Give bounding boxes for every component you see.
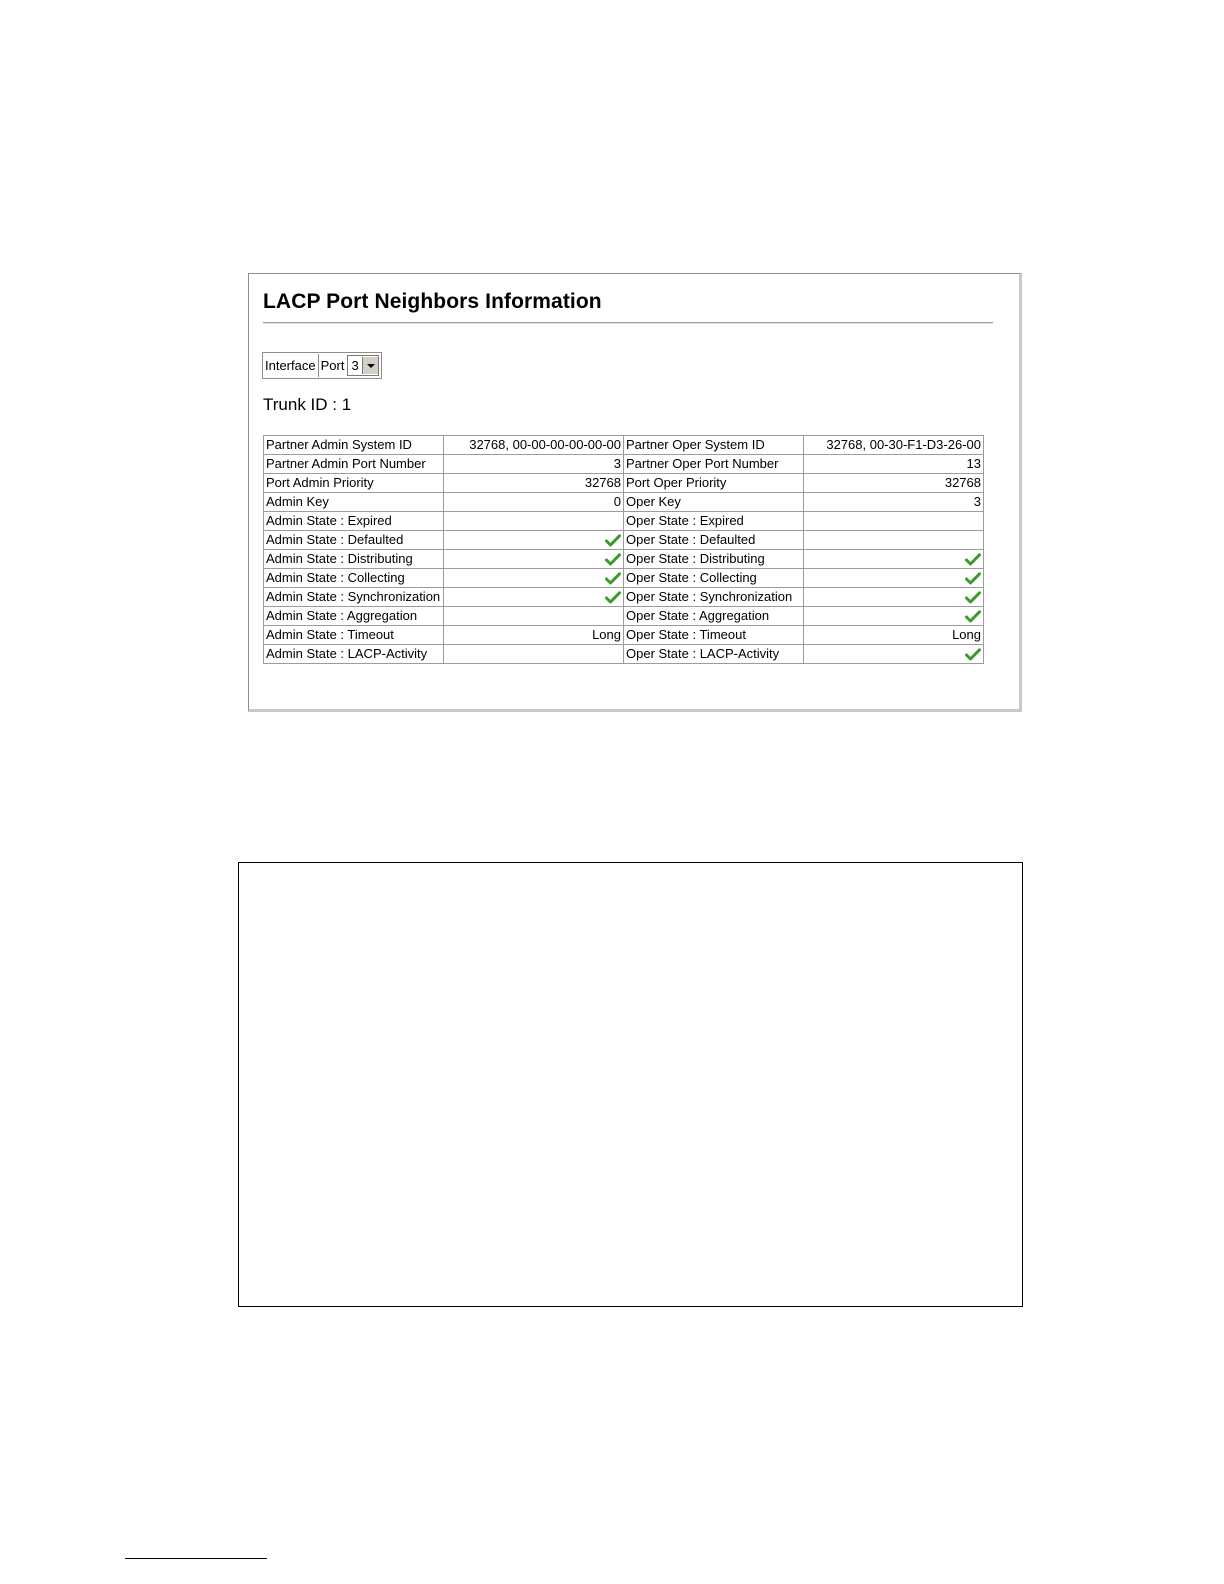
screenshot-panel <box>248 273 1022 712</box>
admin-label-text: Admin State : LACP-Activity <box>266 646 428 661</box>
oper-label-cell <box>624 493 804 512</box>
admin-value-text: 0 <box>613 494 621 509</box>
page-title: LACP Port Neighbors Information <box>263 290 602 313</box>
chevron-down-icon[interactable] <box>362 357 378 374</box>
admin-value-cell <box>444 645 624 664</box>
admin-label-text: Admin State : Timeout <box>266 627 394 642</box>
check-icon <box>605 534 621 547</box>
port-label: Port <box>320 358 345 373</box>
admin-label-text: Admin State : Defaulted <box>266 532 404 547</box>
oper-label-cell <box>624 512 804 531</box>
oper-label-cell <box>624 455 804 474</box>
admin-value-cell <box>444 550 624 569</box>
oper-value-cell <box>804 531 984 550</box>
admin-label-cell <box>264 569 444 588</box>
oper-label-text: Oper State : Timeout <box>626 627 746 642</box>
check-icon <box>965 648 981 661</box>
oper-value-text: Long <box>952 627 981 642</box>
oper-label-cell <box>624 588 804 607</box>
admin-value-cell <box>444 455 624 474</box>
oper-label-text: Oper State : Collecting <box>626 570 757 585</box>
check-icon <box>605 553 621 566</box>
footnote-divider <box>125 1558 267 1559</box>
table-row <box>264 588 984 607</box>
table-row <box>264 493 984 512</box>
oper-label-text: Oper State : Defaulted <box>626 532 756 547</box>
admin-label-cell <box>264 474 444 493</box>
port-select-value: 3 <box>351 358 359 373</box>
oper-label-text: Oper Key <box>626 494 681 509</box>
oper-label-text: Oper State : LACP-Activity <box>626 646 780 661</box>
oper-value-cell <box>804 455 984 474</box>
oper-label-cell <box>624 645 804 664</box>
admin-value-cell <box>444 493 624 512</box>
admin-value-cell <box>444 588 624 607</box>
admin-label-cell <box>264 493 444 512</box>
oper-value-cell <box>804 474 984 493</box>
table-row <box>264 436 984 455</box>
admin-value-cell <box>444 626 624 645</box>
oper-value-text: 32768, 00-30-F1-D3-26-00 <box>826 437 981 452</box>
admin-value-text: Long <box>592 627 621 642</box>
title-divider <box>263 322 993 324</box>
oper-value-text: 13 <box>966 456 981 471</box>
oper-label-text: Partner Oper Port Number <box>626 456 779 471</box>
oper-value-cell <box>804 493 984 512</box>
oper-value-cell <box>804 512 984 531</box>
check-icon <box>965 610 981 623</box>
admin-value-cell <box>444 512 624 531</box>
admin-value-text: 3 <box>613 456 621 471</box>
oper-label-text: Oper State : Distributing <box>626 551 765 566</box>
check-icon <box>605 572 621 585</box>
oper-label-cell <box>624 550 804 569</box>
neighbors-table <box>263 435 984 664</box>
port-group <box>319 354 381 377</box>
oper-value-cell <box>804 569 984 588</box>
oper-value-text: 3 <box>973 494 981 509</box>
oper-label-cell <box>624 474 804 493</box>
admin-value-cell <box>444 436 624 455</box>
oper-value-text: 32768 <box>944 475 981 490</box>
admin-label-cell <box>264 645 444 664</box>
admin-value-cell <box>444 607 624 626</box>
admin-label-cell <box>264 512 444 531</box>
admin-label-text: Partner Admin Port Number <box>266 456 426 471</box>
oper-label-cell <box>624 626 804 645</box>
admin-label-text: Admin State : Aggregation <box>266 608 418 623</box>
admin-label-cell <box>264 588 444 607</box>
admin-value-text: 32768, 00-00-00-00-00-00 <box>469 437 621 452</box>
check-icon <box>965 591 981 604</box>
oper-value-cell <box>804 626 984 645</box>
admin-label-text: Admin Key <box>266 494 329 509</box>
table-row <box>264 474 984 493</box>
trunk-id: Trunk ID : 1 <box>263 395 352 414</box>
table-row <box>264 569 984 588</box>
admin-value-cell <box>444 569 624 588</box>
admin-label-text: Admin State : Collecting <box>266 570 405 585</box>
oper-value-cell <box>804 436 984 455</box>
table-row <box>264 550 984 569</box>
table-row <box>264 455 984 474</box>
oper-label-text: Oper State : Expired <box>626 513 744 528</box>
oper-value-cell <box>804 607 984 626</box>
admin-label-text: Port Admin Priority <box>266 475 374 490</box>
oper-label-text: Port Oper Priority <box>626 475 727 490</box>
oper-value-cell <box>804 550 984 569</box>
check-icon <box>965 572 981 585</box>
empty-frame <box>238 862 1023 1307</box>
oper-label-text: Oper State : Synchronization <box>626 589 793 604</box>
oper-value-cell <box>804 645 984 664</box>
table-row <box>264 645 984 664</box>
admin-value-text: 32768 <box>584 475 621 490</box>
admin-label-text: Partner Admin System ID <box>266 437 412 452</box>
interface-selector <box>262 352 382 379</box>
port-select[interactable] <box>347 355 378 376</box>
table-row <box>264 626 984 645</box>
admin-value-cell <box>444 474 624 493</box>
table-row <box>264 512 984 531</box>
admin-label-cell <box>264 436 444 455</box>
admin-label-cell <box>264 550 444 569</box>
admin-label-text: Admin State : Distributing <box>266 551 413 566</box>
admin-label-cell <box>264 531 444 550</box>
admin-label-cell <box>264 607 444 626</box>
oper-label-text: Oper State : Aggregation <box>626 608 770 623</box>
oper-label-text: Partner Oper System ID <box>626 437 765 452</box>
oper-label-cell <box>624 436 804 455</box>
interface-label: Interface <box>263 354 319 377</box>
admin-label-text: Admin State : Synchronization <box>266 589 441 604</box>
table-row <box>264 607 984 626</box>
admin-value-cell <box>444 531 624 550</box>
oper-value-cell <box>804 588 984 607</box>
oper-label-cell <box>624 569 804 588</box>
check-icon <box>965 553 981 566</box>
admin-label-cell <box>264 455 444 474</box>
check-icon <box>605 591 621 604</box>
oper-label-cell <box>624 531 804 550</box>
admin-label-cell <box>264 626 444 645</box>
admin-label-text: Admin State : Expired <box>266 513 392 528</box>
oper-label-cell <box>624 607 804 626</box>
table-row <box>264 531 984 550</box>
